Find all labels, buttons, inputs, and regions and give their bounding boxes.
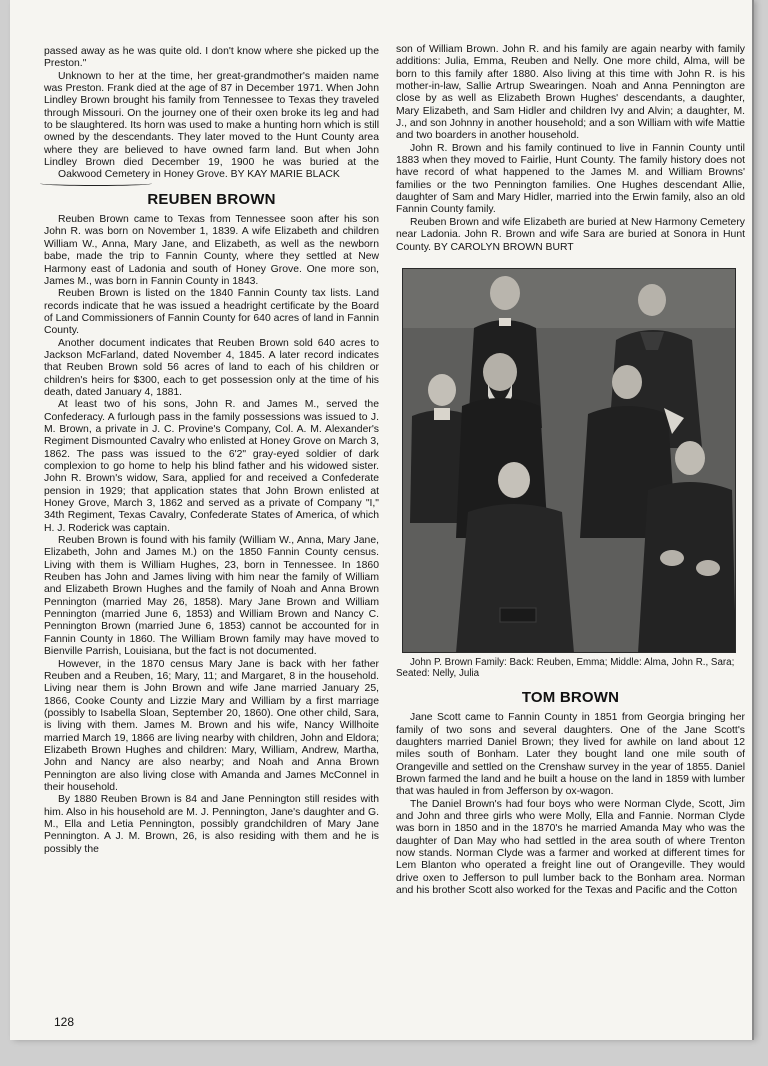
left-column (44, 46, 379, 856)
paragraph: Reuben Brown and wife Elizabeth are buried at New Harmony Cemetery near Ladonia. John R. Brown and wife Sara are buried at Sonora in Hunt County. BY CAROLYN BROWN BURT (396, 216, 745, 253)
oakwood-cemetery-underlined: Oakwood Cemetery (44, 169, 150, 181)
paragraph: son of William Brown. John R. and his family are again nearby with family additions: Julia, Emma, Reuben and Nelly. One more child, Alma, will be born to this family after 1880. Also living at this time with John R. is his mother-in-law, Sallie Artrup Swearingen. Noah and Anna Pennington are close by as well as Elizabeth Brown Hughes' descendants, a daughter, Mary Elizabeth, and Sam Hidler and children Ivy and Alvin; a daughter, M. J., and son Johnny in another household; and a son William with wife Mattie and two boarders in another household. (396, 44, 745, 142)
paragraph: Jane Scott came to Fannin County in 1851 from Georgia bringing her family of two sons and several daughters. One of the Jane Scott's daughters married Daniel Brown; they lived for awhile on land about 12 miles south of Bonham. Later they bought land one mile south of Orangeville and settled on the Crenshaw survey in the year of 1855. Daniel Brown farmed the land and he built a house on the land in 1859 with lumber that was hauled in from Jefferson by ox-wagon. (396, 712, 745, 798)
paragraph: Reuben Brown is listed on the 1840 Fannin County tax lists. Land records indicate that he was issued a headright certificate by the Board of Land Commissioners of Fannin County for 640 acres of land in Fannin County. (44, 288, 379, 337)
section-title-reuben-brown: REUBEN BROWN (147, 190, 276, 208)
paragraph: By 1880 Reuben Brown is 84 and Jane Pennington still resides with him. Also in his household are M. J. Pennington, Jane's daughter and G. M., Ella and Letia Pennington, possibly grandchildren of Mary Jane Pennington. A J. M. Brown, 26, is also residing with them and he is possibly the (44, 794, 379, 855)
paragraph: Reuben Brown came to Texas from Tennessee soon after his son John R. was born on November 1, 1839. A wife Elizabeth and children William W., Anna, Mary Jane, and Elizabeth, as well as the newborn babe, made the trip to Fannin County, where they settled at New Harmony east of Ladonia and south of Honey Grove. One more son, James M., was born in Fannin County in 1843. (44, 214, 379, 287)
scanned-page (10, 0, 752, 1040)
family-photo (402, 268, 736, 653)
byline: in Honey Grove. BY KAY MARIE BLACK (149, 169, 340, 181)
paragraph: At least two of his sons, John R. and James M., served the Confederacy. A furlough pass in the family possessions was issued to J. M. Brown, a private in J. C. Provine's Company, Col. A. M. Alexander's Regiment Dismounted Cavalry who enlisted at Honey Grove on March 3, 1862. The pass was issued to the 6'2" gray-eyed soldier of dark complexion to go home to help his blind father and his widowed sister. John R. Brown's widow, Sara, applied for and received a Confederate pension in 1929; that application states that John Brown enlisted at Honey Grove, March 3, 1862 and served as a private of Company "I," 34th Regiment, Texas Cavalry, Confederate States of America, of which H. J. Roderick was captain. (44, 399, 379, 534)
paragraph: Reuben Brown is found with his family (William W., Anna, Mary Jane, Elizabeth, John and James M.) on the 1850 Fannin County census. Living with them is William Hughes, 23, born in Tennessee. In 1860 Reuben has John and James living with him near the family of William and Elizabeth Brown Hughes and the family of Noah and Anna Brown Pennington (married May 26, 1858). Mary Jane Brown and William Pennington (married June 6, 1853) and William Brown and Nancy C. Pennington Brown (married June 6, 1853) cannot be accounted for in Fannin County in 1860. The William Brown family may have moved to Bienville Parrish, Louisiana, but the fact is not documented. (44, 535, 379, 658)
paragraph: Another document indicates that Reuben Brown sold 640 acres to Jackson McFarland, dated November 4, 1845. A later record indicates that Reuben Brown sold 56 acres of land to each of his children or children's heirs for $300, each to get possession only at the time of his death, dated January 4, 1881. (44, 337, 379, 398)
paragraph: John R. Brown and his family continued to live in Fannin County until 1883 when they moved to Fairlie, Hunt County. The family history does not have record of what happened to the James M. and William Browns' families or the two Pennington families. One Hughes descendant Allie, daughter of Sam and Mary Hidler, married into the Erwin family, also an old Fannin County family. (396, 142, 745, 216)
paragraph: passed away as he was quite old. I don't know where she picked up the Preston." (44, 46, 379, 70)
page-number: 128 (54, 1015, 75, 1029)
photo-caption: John P. Brown Family: Back: Reuben, Emma; Middle: Alma, John R., Sara; Seated: Nelly, Julia (396, 656, 735, 680)
paragraph (44, 71, 379, 182)
family-photo-illustration (402, 268, 736, 653)
paragraph: However, in the 1870 census Mary Jane is back with her father Reuben and a Reuben, 16; Mary, 11; and Margaret, 8 in the household. Living near them is John Brown and wife Jane married January 25, 1866, Cooke County and Lizzie Mary and William by a first marriage (possibly to Isabella Sloan, September 20, 1860). One other child, Sara, is living with them. James M. Brown and his wife, Nancy Willhoite married March 19, 1866 are living nearby with children, John and Eldora; Elizabeth Brown Hughes and children: Mary, William, Andrew, Martha, John and Nancy are also nearby; and Noah and Anna Brown Pennington are also living close with Amanda and James McConnel in their household. (44, 658, 379, 793)
paragraph-text: Unknown to her at the time, her great-grandmother's maiden name was Preston. Frank died at the age of 87 in December 1971. When John Lindley Brown brought his family from Tennessee to Texas they traveled through Missouri. On the journey one of their oxen broke its leg and had to be slaughtered. Its horn was used to make a hunting horn which is still owned by the descendants. They later moved to the Hunt County area where they are believed to have owned farm land. But when John Lindley Brown died December 19, 1900 he was buried at the (44, 70, 379, 169)
right-column (396, 44, 745, 897)
section-title-tom-brown: TOM BROWN (521, 688, 620, 706)
paragraph: The Daniel Brown's had four boys who were Norman Clyde, Scott, Jim and John and three girls who were Molly, Ella and Fannie. Norman Clyde was born in 1850 and in the 1870's he married Amanda May who was the daughter of Dan May who had settled in the area south of where Trenton now stands. Norman Clyde was a farmer and worked at different times for Lem Blanton who operated a freight line out of Orangeville. They would drive oxen to Jefferson to pull lumber back to the Bonham area. Norman and his brother Scott also worked for the Texas and Pacific and the Cotton (396, 798, 745, 896)
